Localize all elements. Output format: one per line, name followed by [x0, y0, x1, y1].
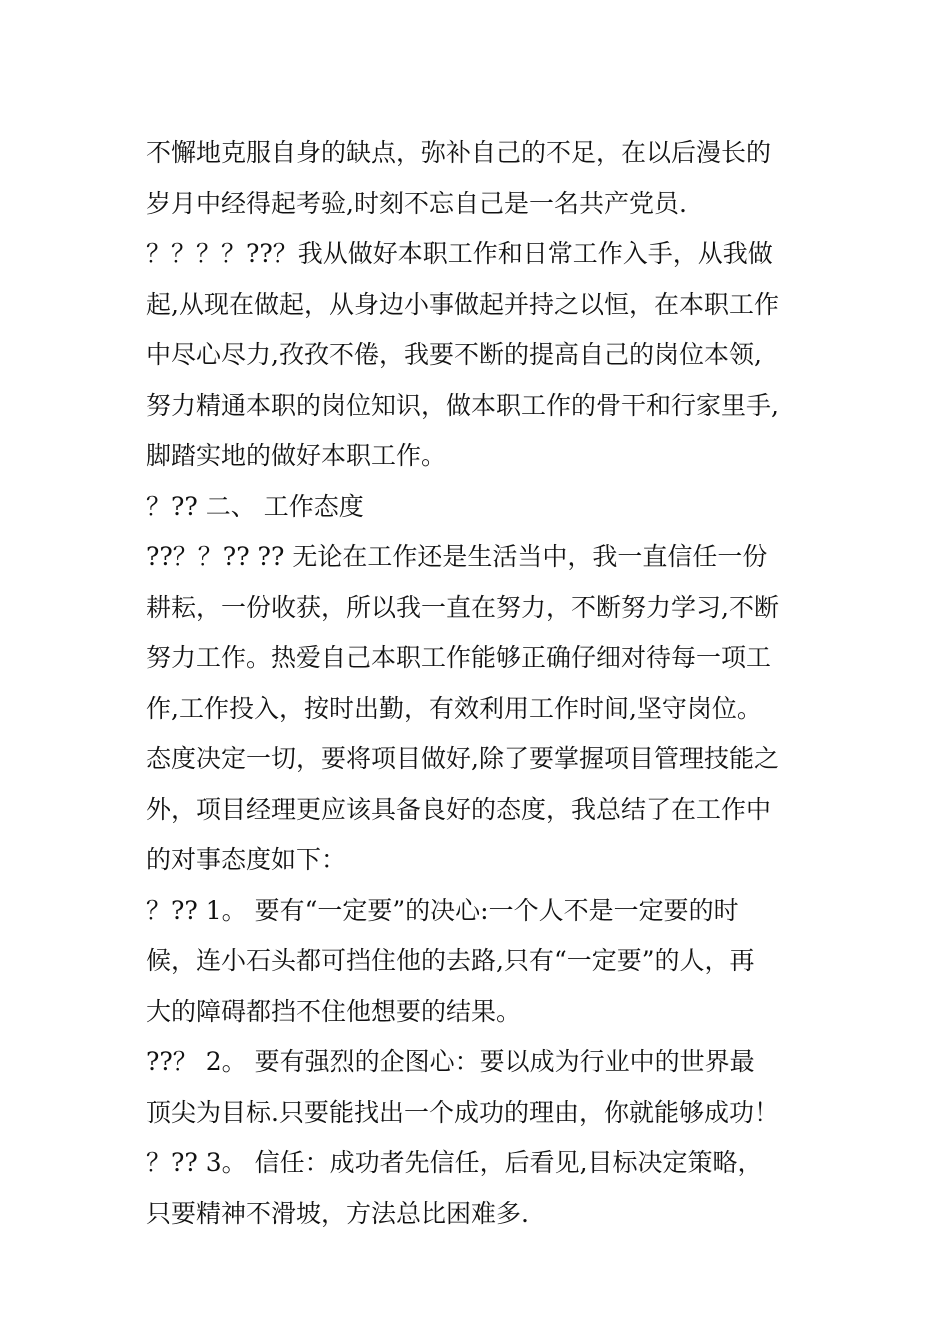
section-heading: ？?? 二、 工作态度	[146, 491, 364, 521]
text-line: ？？？？??？我从做好本职工作和日常工作入手，从我做	[146, 239, 773, 268]
text-line: ??？？?? ?? 无论在工作还是生活当中，我一直信任一份	[146, 542, 768, 571]
text-line: 外，项目经理更应该具备良好的态度，我总结了在工作中	[146, 794, 772, 824]
list-item-1: ？?? 1。 要有“一定要”的决心:一个人不是一定要的时	[146, 895, 739, 925]
text-line: 岁月中经得起考验,时刻不忘自己是一名共产党员.	[146, 188, 687, 218]
text-line: 耕耘，一份收获，所以我一直在努力，不断努力学习,不断	[146, 592, 779, 622]
text-line: 只要精神不滑坡，方法总比困难多.	[146, 1198, 529, 1228]
text-line: 起,从现在做起，从身边小事做起并持之以恒，在本职工作	[146, 289, 779, 319]
text-line: 态度决定一切，要将项目做好,除了要掌握项目管理技能之	[146, 744, 779, 773]
text-line: 中尽心尽力,孜孜不倦，我要不断的提高自己的岗位本领,	[146, 340, 762, 369]
text-line: 候，连小石头都可挡住他的去路,只有“一定要”的人，再	[146, 946, 755, 975]
text-line: 努力精通本职的岗位知识，做本职工作的骨干和行家里手,	[146, 390, 779, 420]
text-line: 顶尖为目标.只要能找出一个成功的理由，你就能够成功！	[146, 1097, 779, 1127]
document-body	[146, 128, 816, 1239]
text-line: 大的障碍都挡不住他想要的结果。	[146, 996, 522, 1026]
list-item-2: ??？ 2。 要有强烈的企图心：要以成为行业中的世界最	[146, 1047, 755, 1076]
text-line: 不懈地克服自身的缺点，弥补自己的不足，在以后漫长的	[146, 138, 772, 167]
text-line: 脚踏实地的做好本职工作。	[146, 441, 447, 470]
text-line: 的对事态度如下：	[146, 845, 347, 874]
text-line: 作,工作投入，按时出勤，有效利用工作时间,坚守岗位。	[146, 693, 762, 723]
text-line: 努力工作。热爱自己本职工作能够正确仔细对待每一项工	[146, 643, 772, 672]
list-item-3: ？?? 3。 信任：成功者先信任，后看见,目标决定策略，	[146, 1148, 763, 1177]
